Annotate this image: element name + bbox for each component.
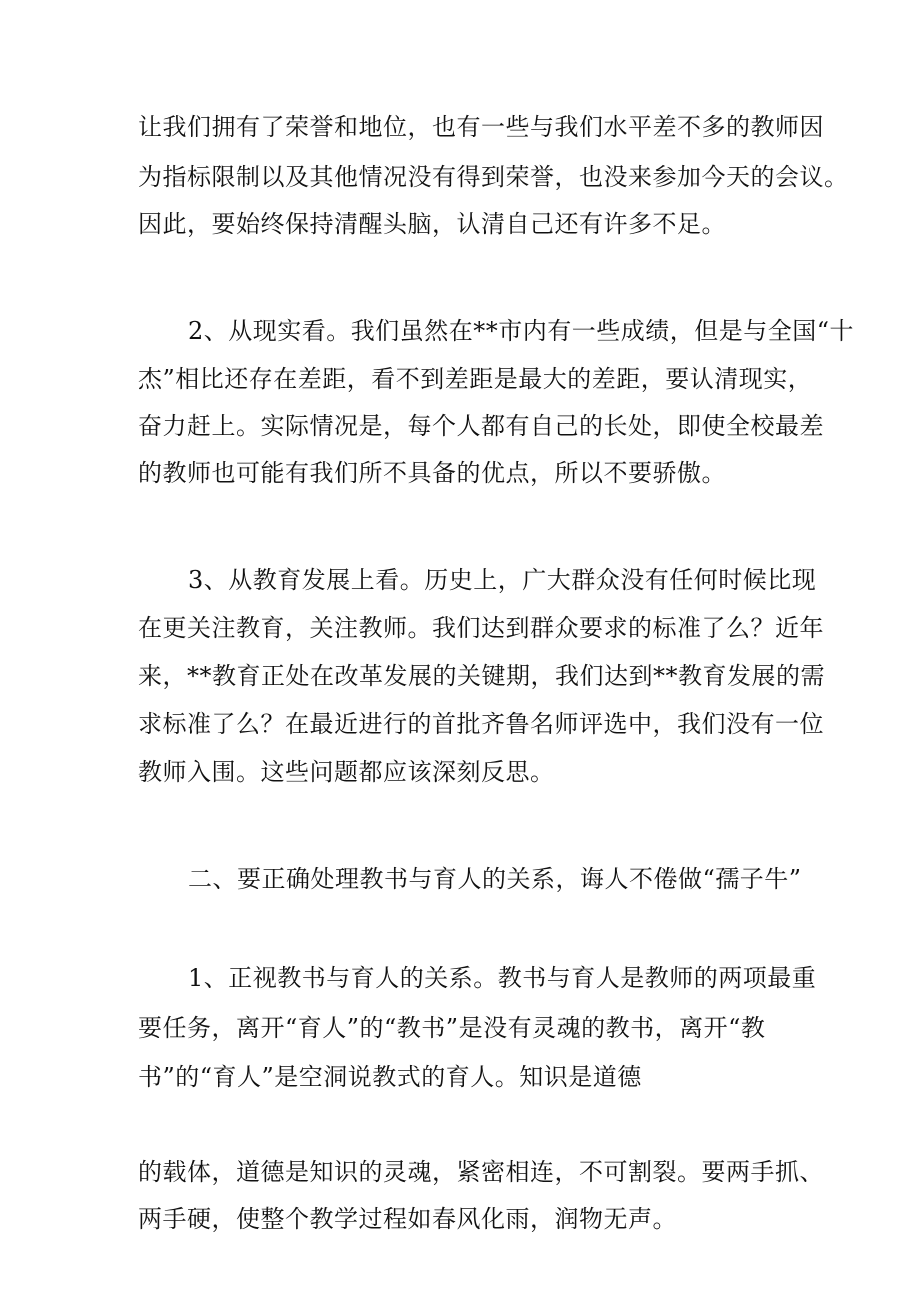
paragraph-2-line-1: 2、从现实看。我们虽然在**市内有一些成绩，但是与全国“十 [188,317,855,345]
paragraph-3-line-2: 在更关注教育，关注教师。我们达到群众要求的标准了么？近年 [138,614,824,642]
paragraph-3-line-4: 求标准了么？在最近进行的首批齐鲁名师评选中，我们没有一位 [138,710,824,738]
paragraph-3-line-3: 来，**教育正处在改革发展的关键期，我们达到**教育发展的需 [138,662,825,690]
paragraph-2-line-3: 奋力赶上。实际情况是，每个人都有自己的长处，即使全校最差 [138,412,824,440]
paragraph-4-line-1: 1、正视教书与育人的关系。教书与育人是教师的两项最重 [188,964,817,992]
section-heading: 二、要正确处理教书与育人的关系，诲人不倦做“孺子牛” [188,865,802,893]
paragraph-3-line-1: 3、从教育发展上看。历史上，广大群众没有任何时候比现 [188,566,817,594]
paragraph-1-line-1: 让我们拥有了荣誉和地位，也有一些与我们水平差不多的教师因 [138,113,824,141]
paragraph-1-line-3: 因此，要始终保持清醒头脑，认清自己还有许多不足。 [138,210,726,238]
paragraph-1-line-2: 为指标限制以及其他情况没有得到荣誉，也没来参加今天的会议。 [138,163,849,191]
paragraph-4-line-3: 书”的“育人”是空洞说教式的育人。知识是道德 [138,1063,642,1091]
paragraph-3-line-5: 教师入围。这些问题都应该深刻反思。 [138,758,555,786]
paragraph-5-line-2: 两手硬，使整个教学过程如春风化雨，润物无声。 [138,1205,677,1233]
paragraph-2-line-2: 杰”相比还存在差距，看不到差距是最大的差距，要认清现实， [138,365,813,393]
paragraph-2-line-4: 的教师也可能有我们所不具备的优点，所以不要骄傲。 [138,459,726,487]
paragraph-4-line-2: 要任务，离开“育人”的“教书”是没有灵魂的教书，离开“教 [138,1014,766,1042]
paragraph-5-line-1: 的载体，道德是知识的灵魂，紧密相连，不可割裂。要两手抓、 [138,1158,824,1186]
